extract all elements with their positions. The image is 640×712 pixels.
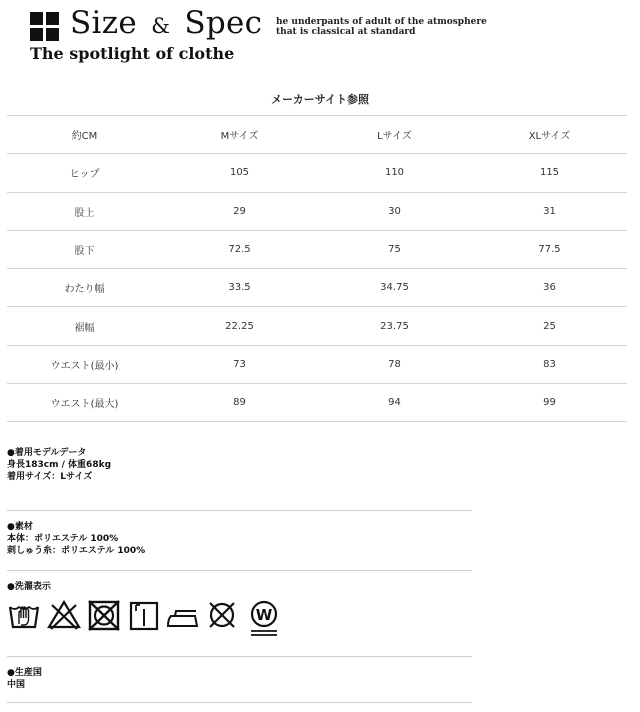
table-row-label: 股下: [7, 230, 162, 268]
divider: [7, 510, 472, 511]
table-cell: 36: [472, 269, 627, 307]
table-row: [7, 269, 627, 307]
brand-subtitle: The spotlight of clothe: [30, 44, 235, 63]
care-info: [7, 581, 51, 593]
table-row-label: わたり幅: [7, 269, 162, 307]
divider: [7, 702, 472, 703]
table-header-cell: Mサイズ: [162, 116, 317, 154]
table-cell: 31: [472, 192, 627, 230]
table-row: [7, 154, 627, 192]
table-cell: 83: [472, 345, 627, 383]
material-heading: ●素材: [7, 522, 33, 532]
line-dry-icon: [127, 598, 161, 632]
table-row-label: ヒップ: [7, 154, 162, 192]
table-cell: 25: [472, 307, 627, 345]
header: [0, 0, 640, 70]
table-cell: 99: [472, 384, 627, 422]
care-icons: [7, 598, 297, 638]
iron-low-icon: [165, 598, 201, 632]
table-cell: 77.5: [472, 230, 627, 268]
table-cell: 115: [472, 154, 627, 192]
material-thread: 刺しゅう糸：ポリエステル 100%: [7, 546, 146, 556]
table-row-label: ウエスト(最大): [7, 384, 162, 422]
table-row-label: 股上: [7, 192, 162, 230]
origin-info: [7, 667, 42, 691]
tagline: he underpants of adult of the atmosphere that is classical at standard: [276, 17, 487, 37]
table-row: [7, 192, 627, 230]
table-cell: 22.25: [162, 307, 317, 345]
table-cell: 110: [317, 154, 472, 192]
care-heading: ●洗濯表示: [7, 582, 51, 592]
divider: [7, 656, 472, 657]
table-cell: 29: [162, 192, 317, 230]
table-cell: 73: [162, 345, 317, 383]
table-cell: 34.75: [317, 269, 472, 307]
model-info: [7, 447, 111, 483]
size-table: [7, 115, 627, 422]
table-cell: 94: [317, 384, 472, 422]
model-wear-size: 着用サイズ：Lサイズ: [7, 472, 93, 482]
table-cell: 30: [317, 192, 472, 230]
table-cell: 89: [162, 384, 317, 422]
table-cell: 72.5: [162, 230, 317, 268]
table-cell: 75: [317, 230, 472, 268]
table-cell: 105: [162, 154, 317, 192]
model-body-size: 身長183cm / 体重68kg: [7, 460, 112, 470]
material-body: 本体：ポリエステル 100%: [7, 534, 119, 544]
table-header-cell: XLサイズ: [472, 116, 627, 154]
table-header-cell: 約CM: [7, 116, 162, 154]
table-cell: 78: [317, 345, 472, 383]
hand-wash-icon: [7, 598, 41, 632]
wet-clean-letter: W: [255, 606, 273, 624]
table-header-cell: Lサイズ: [317, 116, 472, 154]
logo-squares-icon: [30, 12, 59, 41]
table-row: [7, 307, 627, 345]
table-row: [7, 384, 627, 422]
table-row: [7, 230, 627, 268]
origin-value: 中国: [7, 680, 26, 690]
table-row-label: ウエスト(最小): [7, 345, 162, 383]
brand-title: Size & Spec: [70, 5, 263, 41]
model-info-heading: ●着用モデルデータ: [7, 448, 87, 458]
table-cell: 33.5: [162, 269, 317, 307]
table-header-row: [7, 116, 627, 154]
table-cell: 23.75: [317, 307, 472, 345]
no-tumble-dry-icon: [87, 598, 121, 632]
table-row: [7, 345, 627, 383]
wet-clean-icon: [247, 598, 281, 638]
table-row-label: 裾幅: [7, 307, 162, 345]
origin-heading: ●生産国: [7, 668, 42, 678]
divider: [7, 570, 472, 571]
size-table-caption: メーカーサイト参照: [270, 93, 369, 106]
no-bleach-icon: [47, 598, 81, 632]
material-info: [7, 521, 145, 557]
no-dry-clean-icon: [205, 598, 239, 632]
